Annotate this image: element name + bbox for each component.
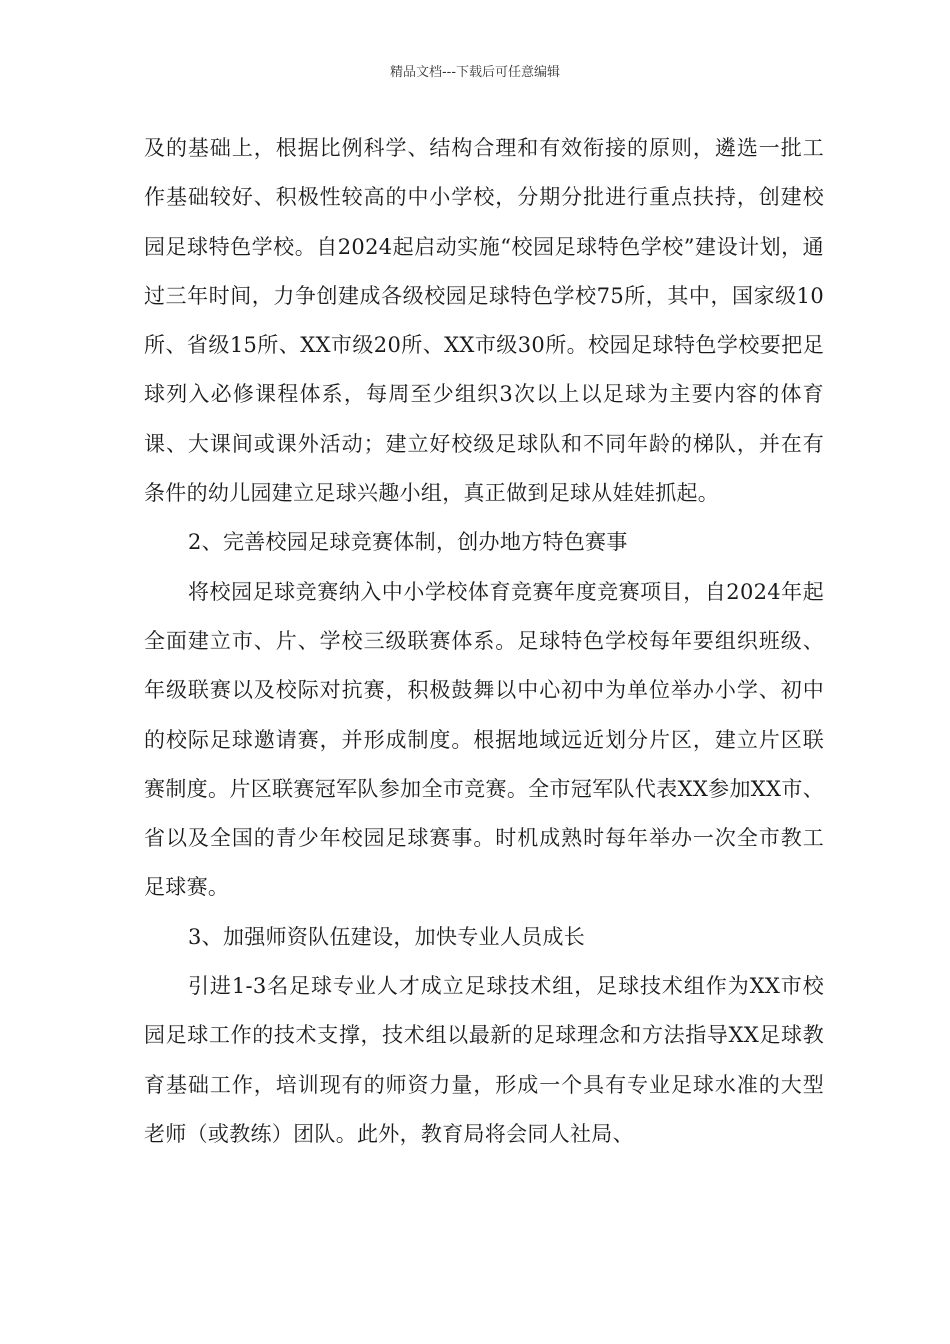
page-header: 精品文档---下载后可任意编辑	[389, 65, 561, 80]
paragraph-teachers: 引进1-3名足球专业人才成立足球技术组，足球技术组作为XX市校园足球工作的技术支撑，技术组以最新的足球理念和方法指导XX足球教育基础工作，培训现有的师资力量，形成一个具有专业足球水准的大型老师（或教练）团队。此外，教育局将会同人社局、	[144, 974, 824, 1146]
section-heading-3: 3、加强师资队伍建设，加快专业人员成长	[188, 924, 586, 949]
document-body	[144, 124, 824, 1159]
section-heading-2: 2、完善校园足球竞赛体制，创办地方特色赛事	[188, 530, 628, 555]
paragraph-continuation: 及的基础上，根据比例科学、结构合理和有效衔接的原则，遴选一批工作基础较好、积极性较高的中小学校，分期分批进行重点扶持，创建校园足球特色学校。自2024起启动实施“校园足球特色学校”建设计划，通过三年时间，力争创建成各级校园足球特色学校75所，其中，国家级10所、省级15所、XX市级20所、XX市级30所。校园足球特色学校要把足球列入必修课程体系，每周至少组织3次以上以足球为主要内容的体育课、大课间或课外活动；建立好校级足球队和不同年龄的梯队，并在有条件的幼儿园建立足球兴趣小组，真正做到足球从娃娃抓起。	[144, 136, 824, 506]
paragraph-competition: 将校园足球竞赛纳入中小学校体育竞赛年度竞赛项目，自2024年起全面建立市、片、学校三级联赛体系。足球特色学校每年要组织班级、年级联赛以及校际对抗赛，积极鼓舞以中心初中为单位举办小学、初中的校际足球邀请赛，并形成制度。根据地域远近划分片区，建立片区联赛制度。片区联赛冠军队参加全市竞赛。全市冠军队代表XX参加XX市、省以及全国的青少年校园足球赛事。时机成熟时每年举办一次全市教工足球赛。	[144, 579, 824, 900]
